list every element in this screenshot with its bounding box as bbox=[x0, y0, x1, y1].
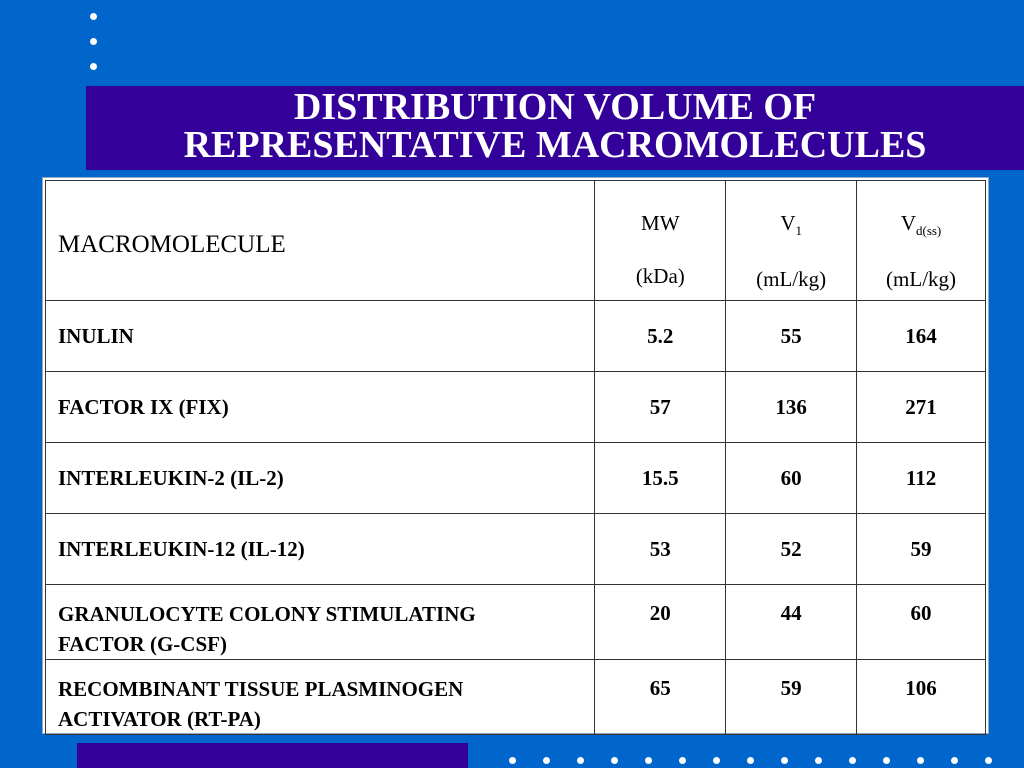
header-v1 bbox=[726, 181, 857, 301]
header-mw bbox=[595, 181, 726, 301]
cell-vdss: 106 bbox=[857, 660, 986, 735]
distribution-volume-table bbox=[45, 180, 986, 735]
decor-dot bbox=[883, 757, 890, 764]
cell-mw: 65 bbox=[595, 660, 726, 735]
cell-name bbox=[46, 585, 595, 660]
cell-name-line-2: ACTIVATOR (RT-PA) bbox=[58, 707, 261, 731]
cell-vdss: 271 bbox=[857, 372, 986, 443]
cell-name-line-2: FACTOR (G-CSF) bbox=[58, 632, 227, 656]
decor-dot bbox=[951, 757, 958, 764]
decor-dot bbox=[815, 757, 822, 764]
table-header-row bbox=[46, 181, 986, 301]
cell-v1: 136 bbox=[726, 372, 857, 443]
decor-dot bbox=[679, 757, 686, 764]
header-vd-unit: (mL/kg) bbox=[886, 267, 957, 292]
decor-dot bbox=[917, 757, 924, 764]
bottom-accent-band bbox=[77, 743, 468, 768]
decor-dot bbox=[985, 757, 992, 764]
header-mw-unit: (kDa) bbox=[635, 264, 685, 288]
cell-vdss: 60 bbox=[857, 585, 986, 660]
cell-mw: 57 bbox=[595, 372, 726, 443]
cell-v1: 44 bbox=[726, 585, 857, 660]
cell-v1: 60 bbox=[726, 443, 857, 514]
header-mw-label: MW bbox=[641, 211, 680, 235]
cell-vdss: 112 bbox=[857, 443, 986, 514]
slide-title-line-1: DISTRIBUTION VOLUME OF bbox=[293, 86, 817, 128]
decor-dot bbox=[90, 13, 97, 20]
decor-dot bbox=[747, 757, 754, 764]
header-macromolecule: MACROMOLECULE bbox=[46, 181, 595, 301]
header-vd-label: V bbox=[900, 211, 916, 235]
decor-dot bbox=[509, 757, 516, 764]
cell-name: INULIN bbox=[46, 301, 595, 372]
decor-dot bbox=[713, 757, 720, 764]
decor-dot bbox=[849, 757, 856, 764]
cell-mw: 5.2 bbox=[595, 301, 726, 372]
cell-name: INTERLEUKIN-12 (IL-12) bbox=[46, 514, 595, 585]
table-row bbox=[46, 660, 986, 735]
decor-dot bbox=[611, 757, 618, 764]
cell-name-line-1: RECOMBINANT TISSUE PLASMINOGEN bbox=[58, 677, 464, 701]
cell-mw: 53 bbox=[595, 514, 726, 585]
decor-dot bbox=[577, 757, 584, 764]
cell-name bbox=[46, 660, 595, 735]
cell-vdss: 59 bbox=[857, 514, 986, 585]
cell-name: INTERLEUKIN-2 (IL-2) bbox=[46, 443, 595, 514]
header-vdss bbox=[857, 181, 986, 301]
slide-title-band bbox=[86, 86, 1024, 170]
cell-mw: 15.5 bbox=[595, 443, 726, 514]
cell-v1: 52 bbox=[726, 514, 857, 585]
decor-dot bbox=[781, 757, 788, 764]
table-row bbox=[46, 585, 986, 660]
cell-v1: 59 bbox=[726, 660, 857, 735]
header-v1-unit: (mL/kg) bbox=[756, 267, 827, 292]
table-row bbox=[46, 514, 986, 585]
header-vd-subscript: d(ss) bbox=[915, 223, 942, 239]
header-v1-subscript: 1 bbox=[795, 223, 802, 239]
cell-name-line-1: GRANULOCYTE COLONY STIMULATING bbox=[58, 602, 476, 626]
data-table-frame bbox=[42, 177, 989, 734]
slide-title-line-2: REPRESENTATIVE MACROMOLECULES bbox=[183, 124, 927, 166]
table-row bbox=[46, 372, 986, 443]
cell-vdss: 164 bbox=[857, 301, 986, 372]
decor-dot bbox=[90, 38, 97, 45]
cell-mw: 20 bbox=[595, 585, 726, 660]
cell-v1: 55 bbox=[726, 301, 857, 372]
header-v1-label: V bbox=[780, 211, 796, 235]
decor-dot bbox=[645, 757, 652, 764]
table-row bbox=[46, 443, 986, 514]
decor-dot bbox=[90, 63, 97, 70]
table-row bbox=[46, 301, 986, 372]
decor-dot bbox=[543, 757, 550, 764]
cell-name: FACTOR IX (FIX) bbox=[46, 372, 595, 443]
